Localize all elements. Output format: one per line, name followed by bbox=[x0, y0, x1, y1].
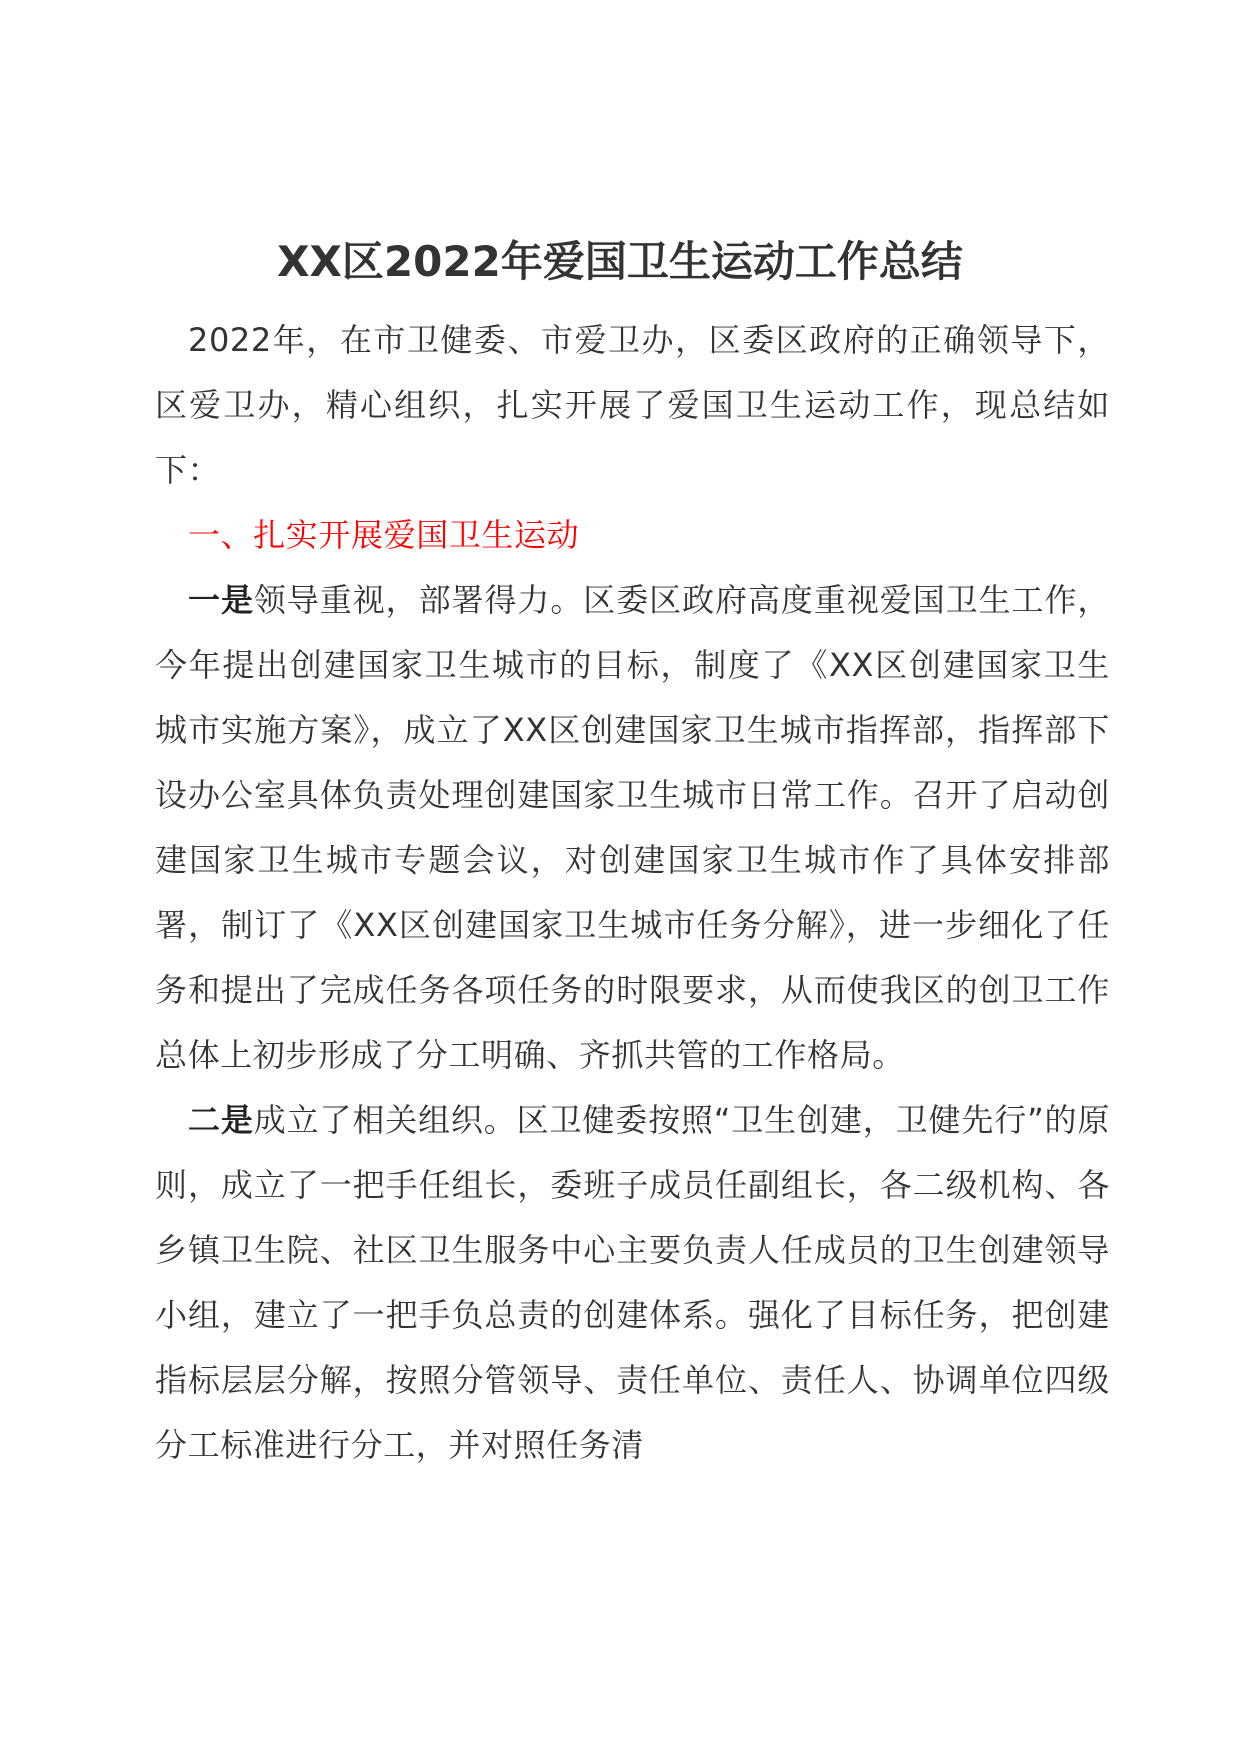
document-body bbox=[155, 308, 1110, 1478]
intro-paragraph: 2022年，在市卫健委、市爱卫办，区委区政府的正确领导下，区爱卫办，精心组织，扎实开展了爱国卫生运动工作，现总结如下： bbox=[155, 321, 1110, 489]
paragraph-text: 领导重视，部署得力。区委区政府高度重视爱国卫生工作，今年提出创建国家卫生城市的目标，制度了《XX区创建国家卫生城市实施方案》，成立了XX区创建国家卫生城市指挥部，指挥部下设办公室具体负责处理创建国家卫生城市日常工作。召开了启动创建国家卫生城市专题会议，对创建国家卫生城市作了具体安排部署，制订了《XX区创建国家卫生城市任务分解》，进一步细化了任务和提出了完成任务各项任务的时限要求，从而使我区的创卫工作总体上初步形成了分工明确、齐抓共管的工作格局。 bbox=[155, 581, 1110, 1074]
body-paragraph-1 bbox=[155, 568, 1110, 1088]
section-heading: 一、扎实开展爱国卫生运动 bbox=[188, 516, 580, 554]
paragraph-lead: 二是 bbox=[188, 1101, 254, 1139]
document-title: XX区2022年爱国卫生运动工作总结 bbox=[277, 237, 963, 286]
paragraph-text: 成立了相关组织。区卫健委按照“卫生创建，卫健先行”的原则，成立了一把手任组长，委班子成员任副组长，各二级机构、各乡镇卫生院、社区卫生服务中心主要负责人任成员的卫生创建领导小组，建立了一把手负总责的创建体系。强化了目标任务，把创建指标层层分解，按照分管领导、责任单位、责任人、协调单位四级分工标准进行分工，并对照任务清 bbox=[155, 1101, 1110, 1464]
body-paragraph-2 bbox=[155, 1088, 1110, 1478]
paragraph-lead: 一是 bbox=[188, 581, 254, 619]
